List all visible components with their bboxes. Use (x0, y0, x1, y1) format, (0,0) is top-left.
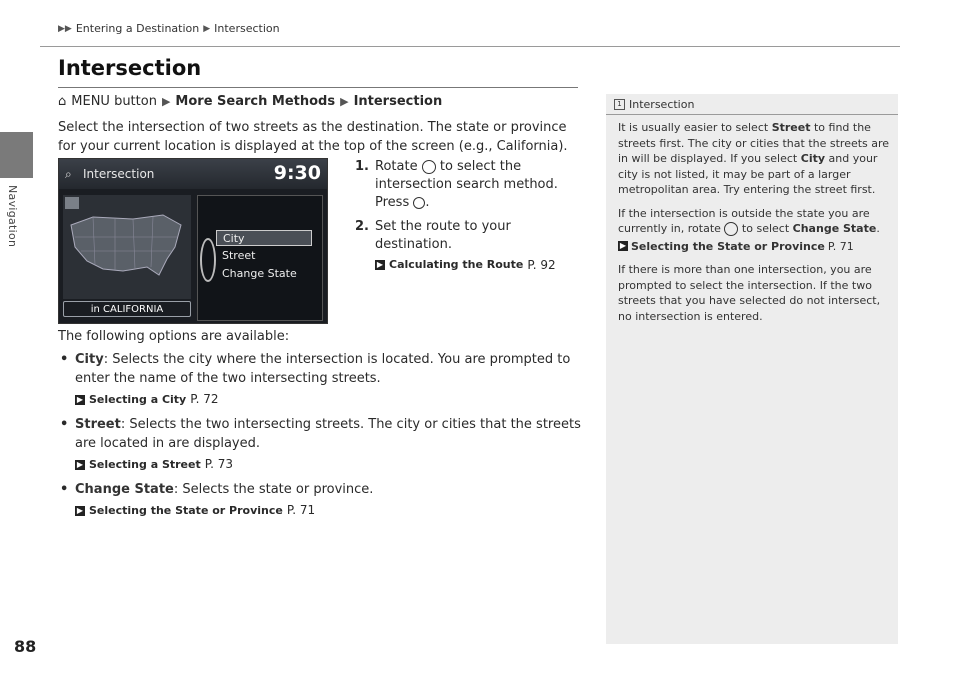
breadcrumb-arrow-icon: ▶▶ (58, 23, 72, 34)
note-heading (614, 98, 694, 111)
option-item (58, 350, 588, 409)
note-body (618, 120, 890, 332)
step-item (355, 218, 585, 274)
reference-title[interactable]: Selecting the State or Province (89, 504, 283, 517)
reference-arrow-icon: ▶ (376, 260, 384, 269)
reference-title[interactable]: Calculating the Route (389, 258, 524, 271)
option-desc: : Selects the state or province. (173, 482, 374, 497)
options-heading: The following options are available: (58, 329, 290, 344)
reference-page[interactable]: P. 92 (527, 258, 556, 272)
option-desc: : Selects the two intersecting streets. The city or cities that the streets are located in are displayed. (75, 417, 581, 451)
breadcrumb-arrow-icon: ▶ (203, 23, 211, 34)
step-number: 2. (355, 219, 369, 234)
note-paragraph: It is usually easier to select Street to find the streets first. The city or cities that the streets are in will be displayed. If you select City and your city is not listed, it may be part of a larger metropolitan area. Try entering the street first. (618, 121, 890, 196)
path-step: More Search Methods (175, 94, 336, 109)
bullet-icon: • (60, 352, 69, 367)
step-number: 1. (355, 159, 369, 174)
reference-arrow-icon: ▶ (76, 459, 84, 469)
reference-title[interactable]: Selecting a City (89, 393, 187, 406)
reference-page[interactable]: P. 71 (827, 239, 854, 253)
dial-icon (200, 238, 216, 282)
reference-page[interactable]: P. 72 (190, 392, 219, 406)
page-number: 88 (14, 637, 37, 656)
reference-page[interactable]: P. 73 (204, 457, 234, 471)
options-list (58, 350, 588, 526)
step-text: to select the intersection search method. Press (375, 159, 558, 210)
cross-reference[interactable] (75, 390, 588, 409)
option-term: City (75, 352, 104, 367)
us-map (63, 195, 191, 299)
option-term: Street (75, 417, 121, 432)
reference-arrow-icon: ▶ (76, 394, 84, 404)
step-text: . (425, 195, 430, 210)
note-divider (606, 114, 898, 115)
reference-arrow-icon: ▶ (76, 505, 84, 515)
step-item (355, 158, 585, 212)
path-arrow-icon: ▶ (161, 95, 171, 108)
screen-title: Intersection (83, 167, 155, 181)
option-item (58, 480, 588, 520)
note-marker-icon: 1 (614, 99, 625, 110)
option-item (58, 415, 588, 474)
nav-screen-image (58, 158, 328, 324)
screen-option-change-state[interactable]: Change State (222, 267, 297, 280)
screen-header (59, 159, 327, 189)
home-icon: ⌂ (58, 94, 67, 109)
note-paragraph: If the intersection is outside the state you are currently in, rotate to select Change State. (618, 206, 880, 235)
reference-title[interactable]: Selecting the State or Province (631, 239, 825, 253)
breadcrumb (58, 22, 280, 35)
page-title: Intersection (58, 56, 202, 80)
bullet-icon: • (60, 482, 69, 497)
screen-menu (197, 195, 323, 321)
steps-list (355, 158, 585, 280)
bullet-icon: • (60, 417, 69, 432)
screen-clock: 9:30 (273, 162, 321, 184)
title-divider (58, 87, 578, 88)
cross-reference[interactable] (75, 501, 588, 520)
note-panel (606, 94, 898, 644)
reference-page[interactable]: P. 71 (286, 503, 316, 517)
cross-reference[interactable] (375, 256, 585, 274)
screen-option-street[interactable]: Street (222, 249, 256, 262)
us-map-icon (63, 195, 191, 299)
intro-text: Select the intersection of two streets as the destination. The state or province for your current location is displayed at the top of the screen (e.g., California). (58, 120, 568, 154)
current-location-label: in CALIFORNIA (63, 301, 191, 317)
note-title: Intersection (629, 98, 695, 111)
enter-button-icon (413, 197, 425, 209)
step-text: Set the route to your destination. (375, 219, 511, 252)
step-text: Rotate (375, 159, 418, 174)
reference-arrow-icon: ▶ (619, 241, 627, 251)
cross-reference[interactable] (75, 455, 588, 474)
path-arrow-icon: ▶ (340, 95, 349, 108)
option-term: Change State (75, 482, 174, 497)
header-divider (40, 46, 900, 47)
path-step: Intersection (353, 94, 443, 109)
section-label: Navigation (6, 185, 19, 248)
path-start: MENU button (71, 94, 157, 109)
reference-title[interactable]: Selecting a Street (89, 458, 201, 471)
screen-option-city[interactable]: City (216, 230, 312, 246)
breadcrumb-item: Intersection (214, 22, 280, 35)
menu-path (58, 94, 442, 109)
interface-dial-icon (422, 160, 436, 174)
note-paragraph: If there is more than one intersection, you are prompted to select the intersection. If the two streets that you have selected do not intersect, no intersection is entered. (618, 263, 881, 323)
cross-reference[interactable] (618, 239, 890, 255)
interface-dial-icon (724, 222, 738, 236)
search-icon: ⌕ (65, 167, 72, 181)
breadcrumb-item: Entering a Destination (75, 22, 200, 35)
option-desc: : Selects the city where the intersection is located. You are prompted to enter the name of the two intersecting streets. (75, 352, 571, 386)
section-tab (0, 132, 33, 178)
